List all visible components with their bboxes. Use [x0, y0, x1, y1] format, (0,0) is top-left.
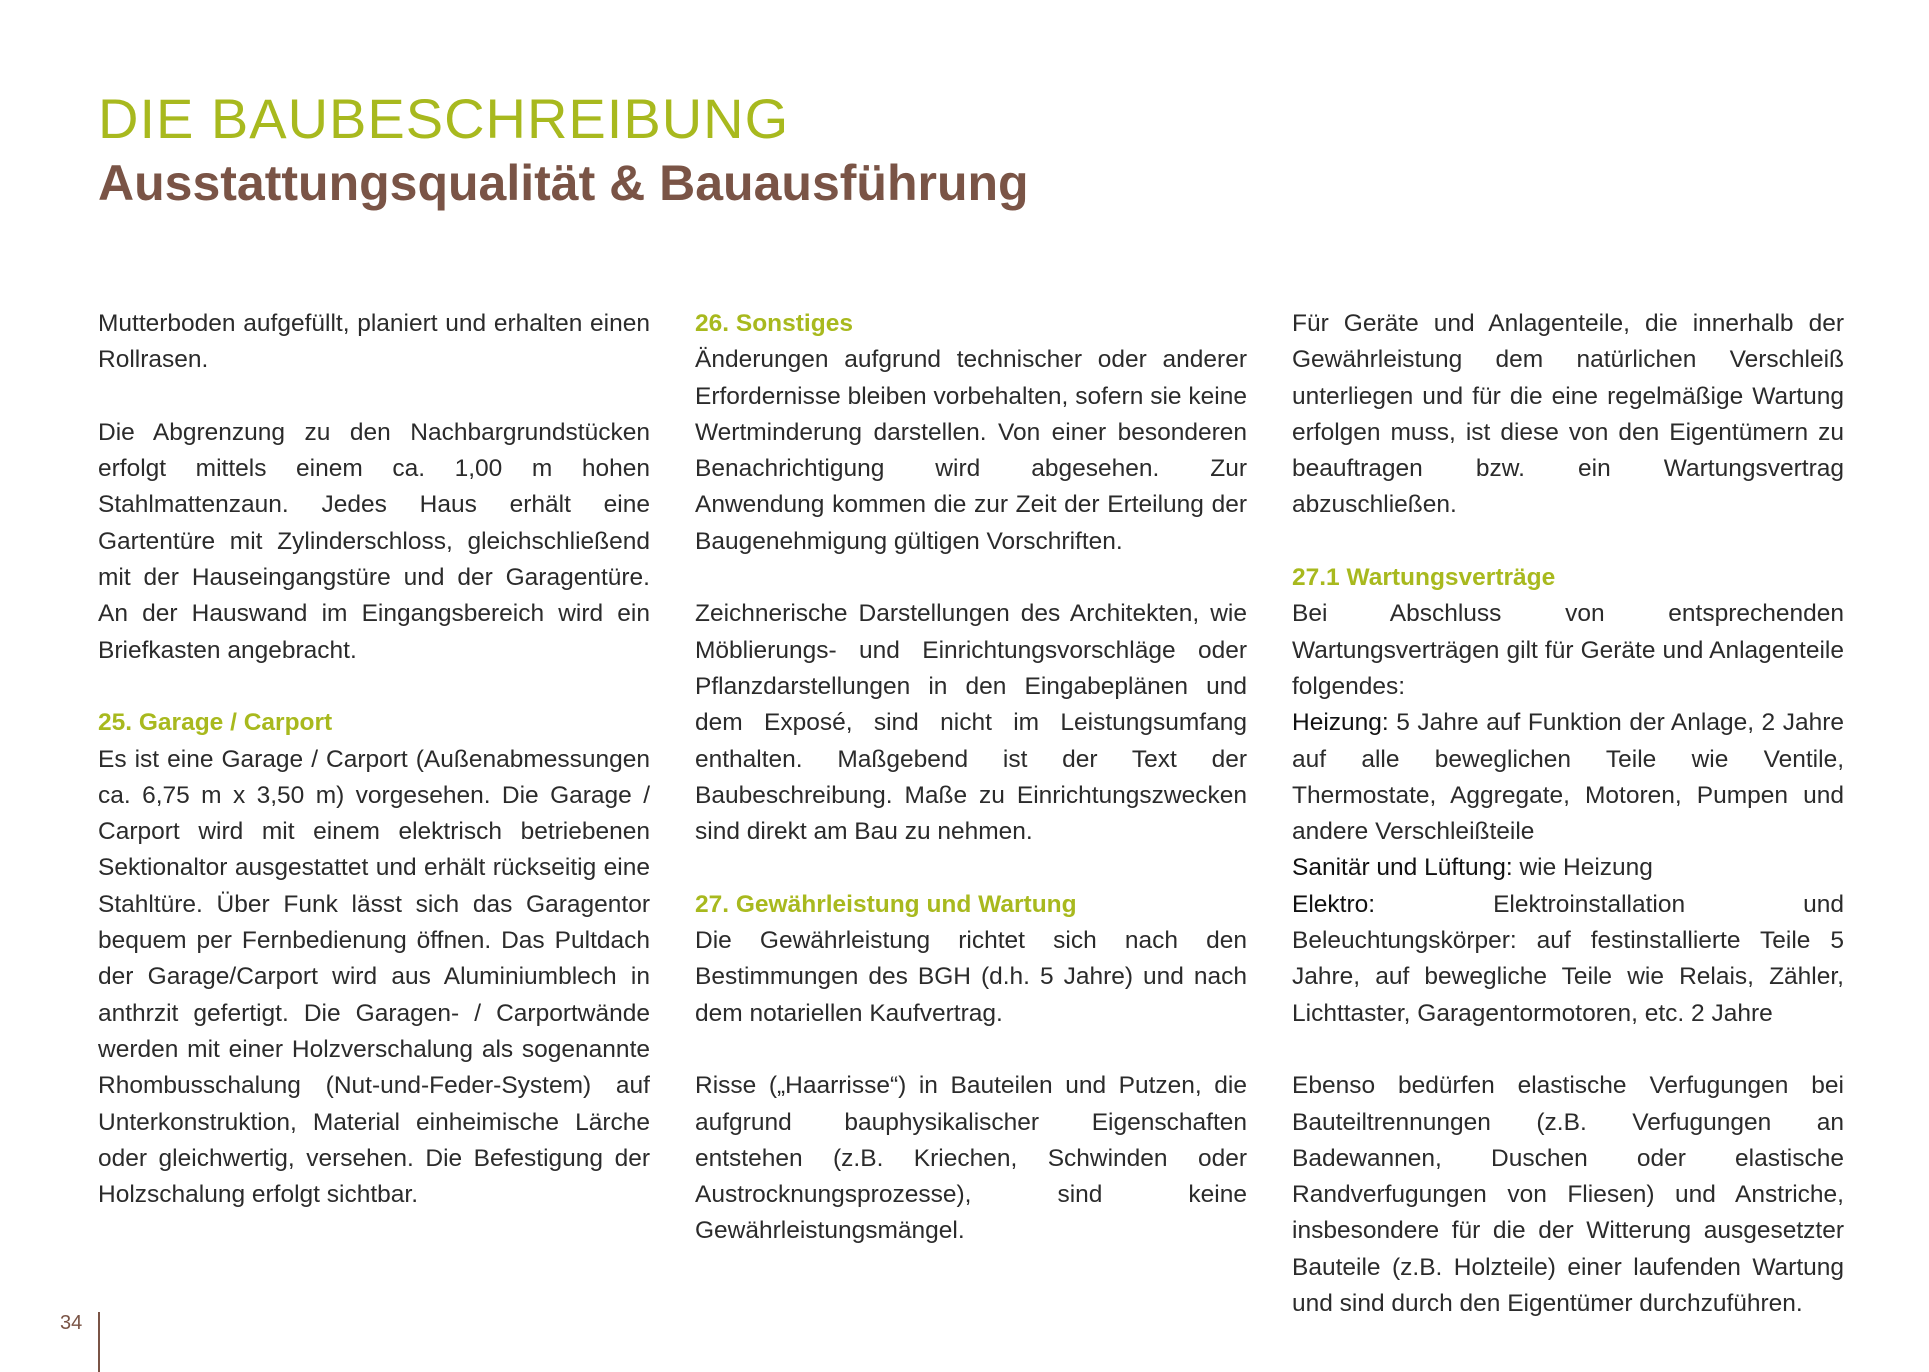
footer-divider [98, 1312, 100, 1372]
section-heading-27: 27. Gewährleistung und Wartung [695, 890, 1077, 918]
paragraph-gewaehrleistung: Die Gewährleistung richtet sich nach den Bestimmungen des BGH (d.h. 5 Jahre) und nach dem notariellen Kaufvertrag. [695, 927, 1247, 1027]
section-heading-25: 25. Garage / Carport [98, 709, 333, 737]
text-heizung: 5 Jahre auf Funktion der Anlage, 2 Jahre auf alle beweglichen Teile wie Ventile, Thermostate, Aggregate, Motoren, Pumpen und andere Verschleißteile [1292, 709, 1844, 846]
paragraph-wartungsvertraege: Bei Abschluss von entsprechenden Wartungsverträgen gilt für Geräte und Anlagenteile folgendes: [1292, 600, 1844, 700]
column-middle [695, 306, 1247, 1250]
paragraph-risse: Risse („Haarrisse“) in Bauteilen und Putzen, die aufgrund bauphysikalischer Eigenschaften entstehen (z.B. Kriechen, Schwinden oder Austrocknungsprozesse), sind keine Gewährleistungsmängel. [695, 1072, 1247, 1245]
section-sonstiges [695, 306, 1247, 560]
section-garage [98, 705, 650, 1213]
paragraph-abgrenzung: Die Abgrenzung zu den Nachbargrundstücken erfolgt mittels einem ca. 1,00 m hohen Stahlmattenzaun. Jedes Haus erhält eine Gartentüre mit Zylinderschloss, gleichschließend mit der Hauseingangstüre und der Garagentüre. An der Hauswand im Eingangsbereich wird ein Briefkasten angebracht. [98, 418, 650, 664]
paragraph-mutterboden: Mutterboden aufgefüllt, planiert und erhalten einen Rollrasen. [98, 310, 650, 374]
page-header [98, 86, 1029, 214]
column-right [1292, 306, 1844, 1322]
paragraph-verfugungen: Ebenso bedürfen elastische Verfugungen bei Bauteiltrennungen (z.B. Verfugungen an Badewannen, Duschen oder elastische Randverfugungen von Fliesen) und Anstriche, insbesondere für die der Witterung ausgesetzter Bauteile (z.B. Holzteile) einer laufenden Wartung und sind durch den Eigentümer durchzuführen. [1292, 1072, 1844, 1318]
section-gewaehrleistung [695, 887, 1247, 1032]
column-left [98, 306, 650, 1213]
section-heading-27-1: 27.1 Wartungsverträge [1292, 564, 1556, 592]
page-subtitle: Ausstattungsqualität & Bauausführung [98, 155, 1029, 211]
text-elektro: Elektroinstallation und Beleuchtungskörper: auf festinstallierte Teile 5 Jahre, auf bewegliche Teile wie Relais, Zähler, Lichttaster, Garagentormotoren, etc. 2 Jahre [1292, 890, 1844, 1027]
text-sanitaer: wie Heizung [1512, 854, 1653, 882]
page-number: 34 [60, 1312, 83, 1334]
term-elektro: Elektro: [1292, 890, 1376, 918]
paragraph-aenderungen: Änderungen aufgrund technischer oder anderer Erfordernisse bleiben vorbehalten, sofern sie keine Wertminderung darstellen. Von einer besonderen Benachrichtigung wird abgesehen. Zur Anwendung kommen die zur Zeit der Erteilung der Baugenehmigung gültigen Vorschriften. [695, 346, 1247, 555]
paragraph-garage: Es ist eine Garage / Carport (Außenabmessungen ca. 6,75 m x 3,50 m) vorgesehen. Die Garage / Carport wird mit einem elektrisch betriebenen Sektionaltor ausgestattet und erhält rückseitig eine Stahltüre. Über Funk lässt sich das Garagentor bequem per Fernbedienung öffnen. Das Pultdach der Garage/Carport wird aus Aluminiumblech in anthrzit gefertigt. Die Garagen- / Carportwände werden mit einer Holzverschalung als sogenannte Rhombusschalung (Nut-und-Feder-System) auf Unterkonstruktion, Material einheimische Lärche oder gleichwertig, versehen. Die Befestigung der Holzschalung erfolgt sichtbar. [98, 745, 650, 1209]
paragraph-geraete: Für Geräte und Anlagenteile, die innerhalb der Gewährleistung dem natürlichen Verschleiß unterliegen und für die eine regelmäßige Wartung erfolgen muss, ist diese von den Eigentümern zu beauftragen bzw. ein Wartungsvertrag abzuschließen. [1292, 310, 1844, 519]
section-heading-26: 26. Sonstiges [695, 310, 853, 337]
page-title: DIE BAUBESCHREIBUNG [98, 87, 790, 150]
text-columns [98, 306, 1844, 1318]
section-wartungsvertraege [1292, 560, 1844, 1032]
paragraph-zeichnerische: Zeichnerische Darstellungen des Architekten, wie Möblierungs- und Einrichtungsvorschläge oder Pflanzdarstellungen in den Eingabeplänen und dem Exposé, sind nicht im Leistungsumfang enthalten. Maßgebend ist der Text der Baubeschreibung. Maße zu Einrichtungszwecken sind direkt am Bau zu nehmen. [695, 600, 1247, 846]
term-heizung: Heizung: [1292, 709, 1389, 737]
term-sanitaer: Sanitär und Lüftung: [1292, 854, 1513, 882]
